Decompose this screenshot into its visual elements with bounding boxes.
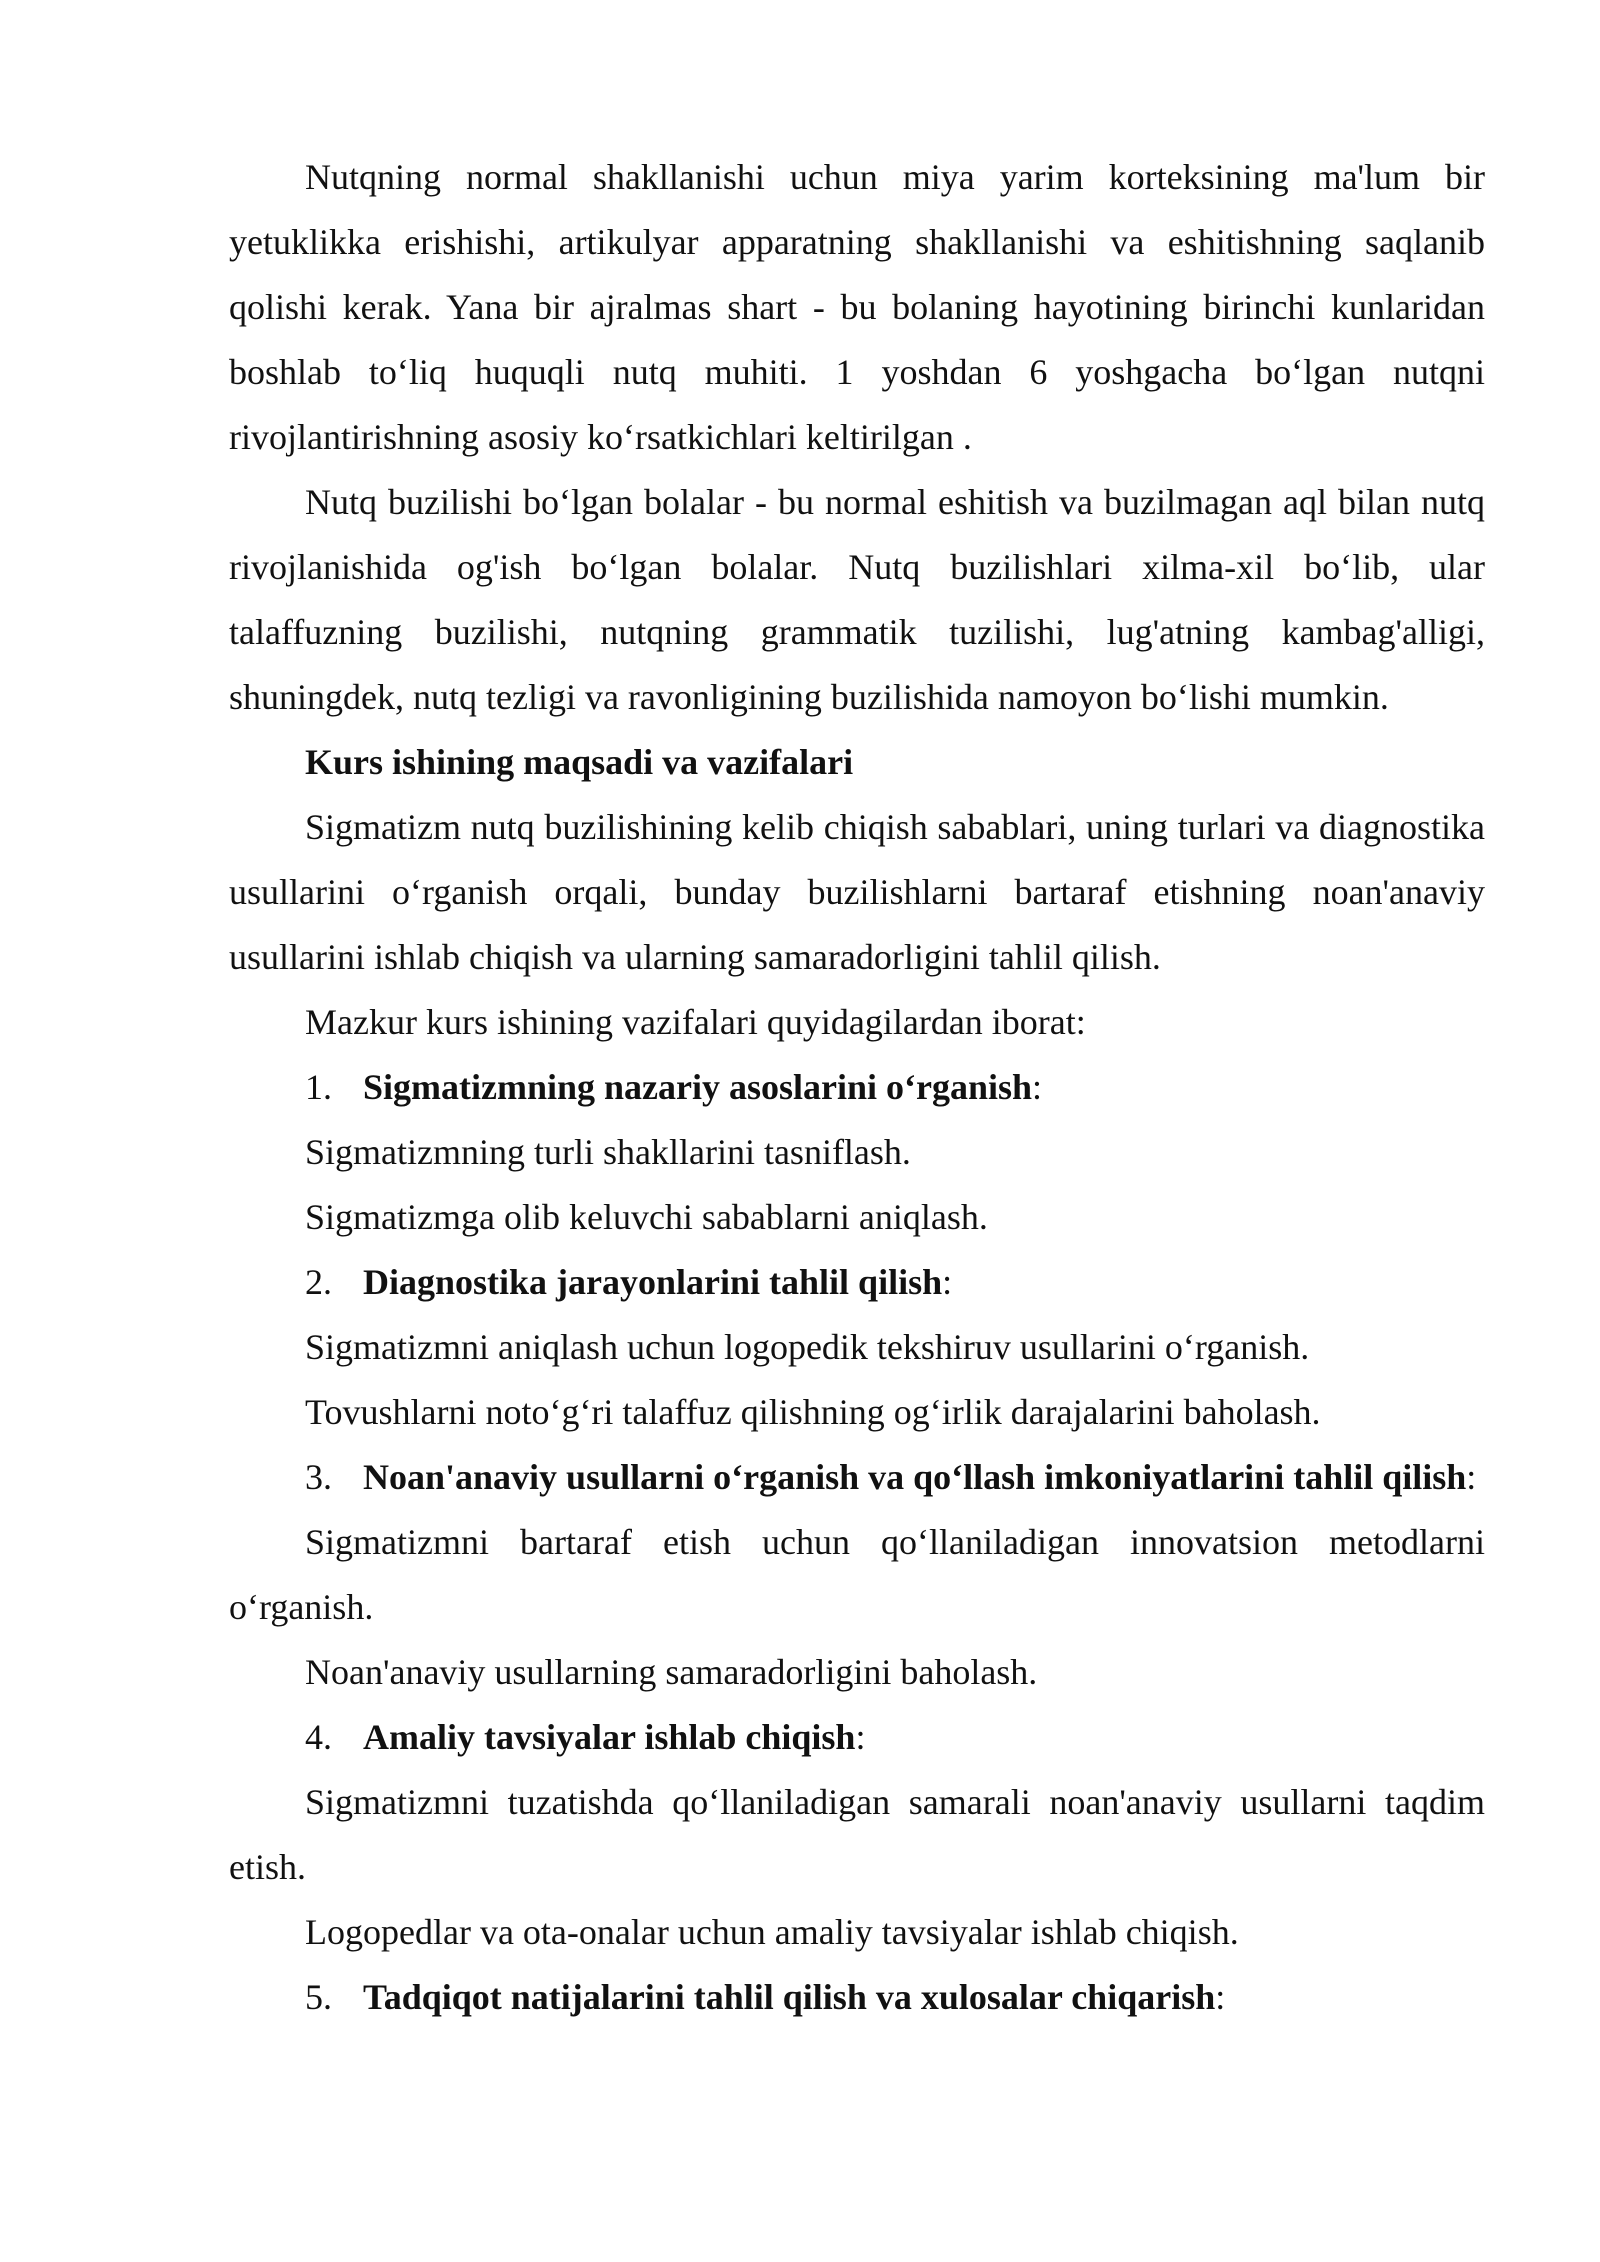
- task-colon: :: [1215, 1977, 1226, 2017]
- task-number: 5.: [305, 1977, 332, 2017]
- task-4: [229, 1705, 1485, 1770]
- paragraph-tasks-intro: Mazkur kurs ishining vazifalari quyidagilardan iborat:: [305, 1002, 1086, 1042]
- task-3-item-1: Sigmatizmni bartaraf etish uchun qo‘llaniladigan innovatsion metodlarni o‘rganish.: [229, 1522, 1485, 1627]
- task-2: [229, 1250, 1485, 1315]
- task-title: Diagnostika jarayonlarini tahlil qilish: [363, 1262, 943, 1302]
- task-1: [229, 1055, 1485, 1120]
- paragraph-speech-disorders: Nutq buzilishi bo‘lgan bolalar - bu normal eshitish va buzilmagan aql bilan nutq rivojlanishida og'ish bo‘lgan bolalar. Nutq buzilishlari xilma-xil bo‘lib, ular talaffuzning buzilishi, nutqning grammatik tuzilishi, lug'atning kambag'alligi, shuningdek, nutq tezligi va ravonligining buzilishida namoyon bo‘lishi mumkin.: [229, 482, 1485, 717]
- task-title: Noan'anaviy usullarni o‘rganish va qo‘llash imkoniyatlarini tahlil qilish: [363, 1457, 1467, 1497]
- task-2-item-2: Tovushlarni noto‘g‘ri talaffuz qilishning og‘irlik darajalarini baholash.: [305, 1392, 1321, 1432]
- task-number: 2.: [305, 1262, 332, 1302]
- task-3: [229, 1445, 1485, 1510]
- task-4-item-1: Sigmatizmni tuzatishda qo‘llaniladigan samarali noan'anaviy usullarni taqdim etish.: [229, 1782, 1485, 1887]
- task-title: Amaliy tavsiyalar ishlab chiqish: [363, 1717, 856, 1757]
- paragraph-goal: Sigmatizm nutq buzilishining kelib chiqish sabablari, uning turlari va diagnostika usullarini o‘rganish orqali, bunday buzilishlarni bartaraf etishning noan'anaviy usullarini ishlab chiqish va ularning samaradorligini tahlil qilish.: [229, 807, 1485, 977]
- task-3-item-2: Noan'anaviy usullarning samaradorligini baholash.: [305, 1652, 1038, 1692]
- task-1-item-2: Sigmatizmga olib keluvchi sabablarni aniqlash.: [305, 1197, 988, 1237]
- task-number: 1.: [305, 1067, 332, 1107]
- section-heading: Kurs ishining maqsadi va vazifalari: [305, 742, 854, 782]
- task-title: Tadqiqot natijalarini tahlil qilish va xulosalar chiqarish: [363, 1977, 1216, 2017]
- task-number: 4.: [305, 1717, 332, 1757]
- paragraph-normal-speech: Nutqning normal shakllanishi uchun miya yarim korteksining ma'lum bir yetuklikka erishishi, artikulyar apparatning shakllanishi va eshitishning saqlanib qolishi kerak. Yana bir ajralmas shart - bu bolaning hayotining birinchi kunlaridan boshlab to‘liq huquqli nutq muhiti. 1 yoshdan 6 yoshgacha bo‘lgan nutqni rivojlantirishning asosiy ko‘rsatkichlari keltirilgan .: [229, 157, 1485, 457]
- task-colon: :: [942, 1262, 953, 1302]
- task-1-item-1: Sigmatizmning turli shakllarini tasniflash.: [305, 1132, 911, 1172]
- task-colon: :: [1466, 1457, 1477, 1497]
- task-2-item-1: Sigmatizmni aniqlash uchun logopedik tekshiruv usullarini o‘rganish.: [305, 1327, 1310, 1367]
- task-colon: :: [1032, 1067, 1043, 1107]
- task-number: 3.: [305, 1457, 332, 1497]
- task-title: Sigmatizmning nazariy asoslarini o‘rganish: [363, 1067, 1033, 1107]
- task-4-item-2: Logopedlar va ota-onalar uchun amaliy tavsiyalar ishlab chiqish.: [305, 1912, 1239, 1952]
- task-5: [229, 1965, 1485, 2030]
- task-colon: :: [855, 1717, 866, 1757]
